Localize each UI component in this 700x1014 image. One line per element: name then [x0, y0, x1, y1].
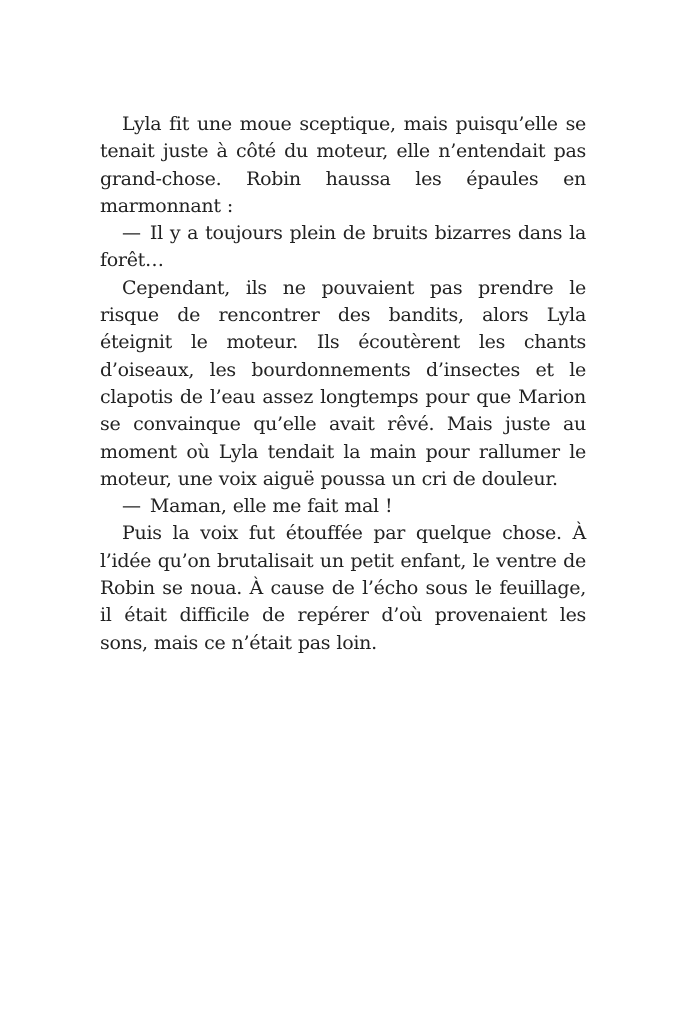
paragraph-narration-3: Puis la voix fut étouffée par quelque chose. À l’idée qu’on brutalisait un petit enfant, le ventre de Robin se noua. À cause de l’écho sous le feuillage, il était difficile de repérer d’où provenaient les sons, mais ce n’était pas loin.: [100, 522, 586, 654]
text-block: [100, 111, 586, 657]
paragraph-narration-2: Cependant, ils ne pouvaient pas prendre le risque de rencontrer des bandits, alors Lyla éteignit le moteur. Ils écoutèrent les chants d’oiseaux, les bourdonnements d’insectes et le clapotis de l’eau assez longtemps pour que Marion se convainque qu’elle avait rêvé. Mais juste au moment où Lyla tendait la main pour rallumer le moteur, une voix aiguë poussa un cri de douleur.: [100, 276, 586, 490]
paragraph-narration-1: Lyla fit une moue sceptique, mais puisqu’elle se tenait juste à côté du moteur, elle n’entendait pas grand-chose. Robin haussa les épaules en marmonnant :: [100, 113, 586, 217]
paragraph-dialogue-2: — Maman, elle me fait mal !: [122, 495, 393, 518]
paragraph-dialogue-1: — Il y a toujours plein de bruits bizarres dans la forêt…: [100, 222, 586, 272]
